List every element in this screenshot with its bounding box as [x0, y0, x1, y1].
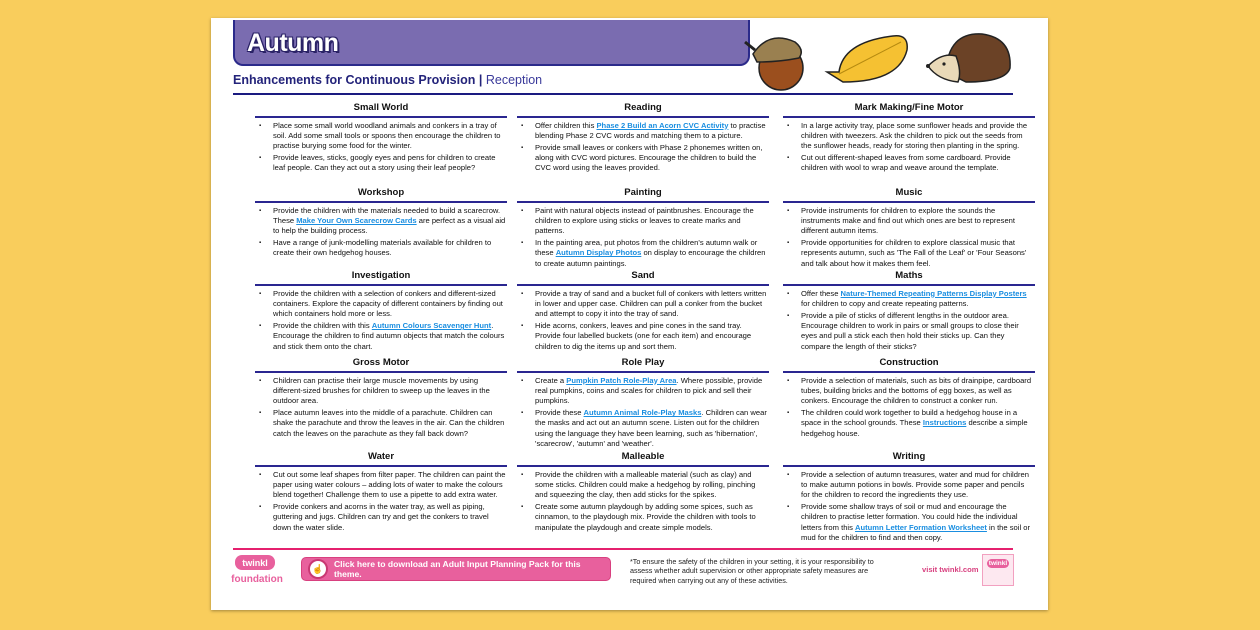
list-item — [535, 321, 769, 352]
resource-link[interactable]: Pumpkin Patch Role-Play Area — [566, 375, 677, 385]
section-title: Reading — [624, 102, 662, 113]
section-rule — [255, 465, 507, 467]
section-role-play — [517, 357, 769, 451]
leaf-illustration — [823, 32, 913, 88]
list-item — [273, 321, 507, 352]
list-item — [535, 376, 769, 407]
list-item — [535, 289, 769, 320]
item-text: Hide acorns, conkers, leaves and pine cones in the sand tray. Provide four labelled buckets (one for each item) and encourage children to dig the items up and sort them. — [535, 321, 752, 351]
list-item — [273, 376, 507, 407]
list-item — [535, 143, 769, 174]
item-text: Provide some shallow trays of soil or mud and encourage the children to practise letter formation. You could hide the individual letters from this — [801, 502, 1018, 532]
svg-text:foundation: foundation — [231, 574, 283, 585]
section-mark-making-fine-motor — [783, 102, 1035, 187]
bullet-list — [517, 289, 769, 352]
section-reading — [517, 102, 769, 187]
list-item — [273, 470, 507, 501]
section-title: Music — [895, 187, 923, 198]
item-text: to practise blending Phase 2 CVC words and matching them to a picture. — [535, 120, 766, 140]
item-text: Cut out some leaf shapes from filter paper. The children can paint the paper using water colours – adding lots of water to make the colours blend together! Challenge them to use a pipette to add extra water. — [273, 469, 506, 499]
bullet-list — [783, 121, 1035, 174]
bullet-list — [255, 376, 507, 439]
item-text: Offer children this — [535, 120, 597, 130]
item-text: in the soil or mud for the children to find and then copy. — [801, 522, 1030, 542]
section-title: Water — [367, 451, 395, 462]
section-rule — [517, 465, 769, 467]
section-title: Painting — [624, 187, 662, 198]
list-item — [273, 121, 507, 152]
item-text: Provide small leaves or conkers with Phase 2 phonemes written on, along with CVC word pictures. Encourage the children to build the CVC word using the leaves provided. — [535, 142, 763, 173]
list-item — [273, 289, 507, 320]
list-item — [273, 408, 507, 439]
section-investigation — [255, 270, 507, 357]
subtitle-separator: | — [475, 73, 486, 87]
list-item — [535, 502, 769, 533]
section-title: Sand — [631, 270, 655, 281]
section-maths — [783, 270, 1035, 357]
list-item — [801, 289, 1035, 309]
item-text: . Children can wear the masks and act out an autumn scene. Listen out for the children using the language they have been learning, such as 'hibernation', 'scarecrow', 'autumn' and 'weather'. — [535, 408, 767, 448]
section-rule — [783, 371, 1035, 373]
item-text: Provide these — [535, 408, 584, 418]
item-text: Children can practise their large muscle movements by using different-sized brushes for children to sweep up the leaves in the outdoor area. — [273, 375, 490, 405]
section-construction — [783, 357, 1035, 451]
item-text: Paint with natural objects instead of paintbrushes. Encourage the children to explore using sticks or leaves to create marks and patterns. — [535, 205, 754, 235]
list-item — [273, 206, 507, 237]
section-rule — [517, 116, 769, 118]
item-text: Provide instruments for children to explore the sounds the instruments make and find out which ones are best to represent different autumn items. — [801, 205, 1016, 235]
title-banner — [233, 20, 750, 66]
bullet-list — [783, 206, 1035, 269]
resource-link[interactable]: Autumn Display Photos — [555, 248, 642, 258]
item-text: Offer these — [801, 288, 841, 298]
section-writing — [783, 451, 1035, 541]
item-text: Place some small world woodland animals and conkers in a tray of soil. Add some small tools or spoons then encourage the children to practise burying some food for the winter. — [273, 120, 501, 150]
section-title: Mark Making/Fine Motor — [854, 102, 964, 113]
list-item — [801, 470, 1035, 501]
item-text: Create some autumn playdough by adding some spices, such as cinnamon, to the playdough mix. Provide the children with tools to manipulate the playdough and create simple models. — [535, 502, 756, 532]
section-title: Workshop — [357, 187, 405, 198]
download-button-label: Click here to download an Adult Input Planning Pack for this theme. — [333, 559, 581, 579]
item-text: Provide a tray of sand and a bucket full of conkers with letters written in lower and upper case. Children can pull a conker from the bucket and attempt to copy it into the tray of sand. — [535, 288, 767, 318]
list-item — [535, 206, 769, 237]
list-item — [535, 408, 769, 449]
list-item — [535, 121, 769, 141]
section-title: Small World — [353, 102, 409, 113]
section-gross-motor — [255, 357, 507, 451]
list-item — [273, 238, 507, 258]
bullet-list — [783, 470, 1035, 543]
bullet-list — [255, 121, 507, 174]
bullet-list — [517, 206, 769, 269]
header-divider — [233, 93, 1013, 95]
section-painting — [517, 187, 769, 270]
section-rule — [255, 116, 507, 118]
section-rule — [517, 201, 769, 203]
document-page — [211, 18, 1048, 610]
list-item — [801, 408, 1035, 439]
list-item — [801, 238, 1035, 269]
item-text: Place autumn leaves into the middle of a parachute. Children can shake the parachute and throw the leaves in the air. Can the children catch the leaves on the parachute as they fall back down? — [273, 408, 505, 438]
section-rule — [783, 116, 1035, 118]
resource-link[interactable]: Instructions — [922, 418, 967, 428]
item-text: Provide conkers and acorns in the water tray, as well as piping, guttering and jugs. Children can try and get the conkers to travel down the water slide. — [273, 502, 489, 532]
resource-link[interactable]: Phase 2 Build an Acorn CVC Activity — [596, 120, 729, 130]
list-item — [801, 311, 1035, 352]
item-text: Provide opportunities for children to explore classical music that represents autumn, such as 'The Fall of the Leaf' or 'Four Seasons' and talk about how it makes them feel. — [801, 238, 1027, 268]
section-title: Gross Motor — [352, 357, 410, 368]
section-rule — [517, 371, 769, 373]
section-title: Writing — [892, 451, 926, 462]
list-item — [273, 153, 507, 173]
column-3 — [783, 102, 1035, 541]
column-1 — [255, 102, 507, 541]
bullet-list — [255, 289, 507, 352]
bullet-list — [517, 470, 769, 533]
svg-text:twinkl: twinkl — [242, 558, 268, 568]
item-text: describe a simple hedgehog house. — [801, 418, 1028, 438]
bullet-list — [517, 376, 769, 449]
bullet-list — [255, 470, 507, 533]
list-item — [535, 470, 769, 501]
item-text: Provide the children with this — [273, 321, 372, 331]
section-malleable — [517, 451, 769, 541]
section-rule — [783, 284, 1035, 286]
section-workshop — [255, 187, 507, 270]
resource-link[interactable]: Make Your Own Scarecrow Cards — [296, 215, 417, 225]
item-text: Cut out different-shaped leaves from some cardboard. Provide children with wool to wrap and weave around the template. — [801, 153, 1011, 173]
hedgehog-illustration — [926, 28, 1014, 90]
section-rule — [255, 371, 507, 373]
item-text: Provide leaves, sticks, googly eyes and pens for children to create leaf people. Can they act out a story using their leaf people? — [273, 153, 496, 173]
item-text: Create a — [535, 375, 567, 385]
list-item — [273, 502, 507, 533]
list-item — [801, 376, 1035, 407]
subtitle-text: Enhancements for Continuous Provision — [233, 73, 476, 87]
section-rule — [783, 465, 1035, 467]
badge-label: twinkl — [988, 560, 1008, 567]
section-title: Maths — [895, 270, 923, 281]
section-title: Malleable — [621, 451, 665, 462]
section-title: Role Play — [621, 357, 665, 368]
page-title: Autumn — [247, 29, 339, 57]
column-2 — [517, 102, 769, 541]
section-rule — [255, 284, 507, 286]
download-planning-pack-button[interactable] — [301, 557, 611, 581]
section-sand — [517, 270, 769, 357]
section-rule — [255, 201, 507, 203]
resource-link[interactable]: Autumn Letter Formation Worksheet — [855, 522, 987, 532]
item-text: . Encourage the children to find autumn objects that match the colours and stick them onto the chart. — [273, 321, 505, 351]
list-item — [801, 121, 1035, 152]
item-text: on display to encourage the children to create autumn paintings. — [535, 248, 766, 268]
item-text: In a large activity tray, place some sunflower heads and provide the children with tweezers. Ask the children to pick out the seeds from the sunflower heads, ready for storing then planting in the spring. — [801, 120, 1028, 150]
quality-badge — [982, 554, 1014, 586]
list-item — [801, 502, 1035, 543]
item-text: Provide a pile of sticks of different lengths in the outdoor area. Encourage children to work in pairs or small groups to close their eyes and pull a stick each then hold their sticks up. Can they compare the length of their sticks? — [801, 310, 1019, 351]
twinkl-foundation-logo[interactable] — [231, 554, 283, 586]
bullet-list — [783, 376, 1035, 439]
visit-twinkl-link[interactable]: visit twinkl.com — [922, 565, 979, 574]
section-title: Construction — [879, 357, 939, 368]
item-text: are perfect as a visual aid to help the building process. — [273, 215, 506, 235]
item-text: Provide the children with the materials needed to build a scarecrow. These — [273, 205, 501, 225]
list-item — [801, 206, 1035, 237]
item-text: Have a range of junk-modelling materials available for children to create their own hedgehog houses. — [273, 238, 492, 258]
subtitle-level: Reception — [485, 73, 543, 87]
bullet-list — [255, 206, 507, 259]
list-item — [535, 238, 769, 269]
item-text: The children could work together to build a hedgehog house in a space in the school grounds. These — [801, 408, 1018, 428]
resource-link[interactable]: Nature-Themed Repeating Patterns Display Posters — [840, 288, 1027, 298]
item-text: . Where possible, provide real pumpkins, coins and scales for children to pick and sell their pumpkins. — [535, 375, 763, 405]
acorn-illustration — [739, 26, 811, 92]
bullet-list — [517, 121, 769, 174]
section-water — [255, 451, 507, 541]
item-text: Provide a selection of autumn treasures, water and mud for children to make autumn potions in bowls. Provide some paper and pencils for the children to record the ingredients they use. — [801, 469, 1029, 499]
section-title: Investigation — [351, 270, 411, 281]
resource-link[interactable]: Autumn Colours Scavenger Hunt — [371, 321, 492, 331]
section-music — [783, 187, 1035, 270]
item-text: Provide the children with a malleable material (such as clay) and some sticks. Children could make a hedgehog by rolling, pinching and squeezing the clay, then add sticks for the spikes. — [535, 469, 756, 499]
safety-disclaimer: *To ensure the safety of the children in your setting, it is your responsibility to assess whether adult supervision or other appropriate safety measures are required when carrying out any of these activities. — [630, 557, 874, 585]
resource-link[interactable]: Autumn Animal Role-Play Masks — [583, 408, 702, 418]
list-item — [801, 153, 1035, 173]
page-subtitle — [233, 73, 542, 87]
pointer-hand-icon: ☝ — [308, 559, 328, 579]
footer-divider — [233, 548, 1013, 550]
item-text: In the painting area, put photos from the children's autumn walk or these — [535, 238, 758, 258]
section-rule — [783, 201, 1035, 203]
bullet-list — [783, 289, 1035, 352]
item-text: Provide the children with a selection of conkers and different-sized containers. Explore the capacity of different containers by finding out which containers hold more or less. — [273, 288, 503, 318]
section-small-world — [255, 102, 507, 187]
section-rule — [517, 284, 769, 286]
item-text: Provide a selection of materials, such as bits of drainpipe, cardboard tubes, building bricks and the bottoms of egg boxes, as well as conkers. Encourage the children to construct a conker run. — [801, 375, 1032, 405]
item-text: for children to copy and create repeating patterns. — [801, 298, 969, 308]
